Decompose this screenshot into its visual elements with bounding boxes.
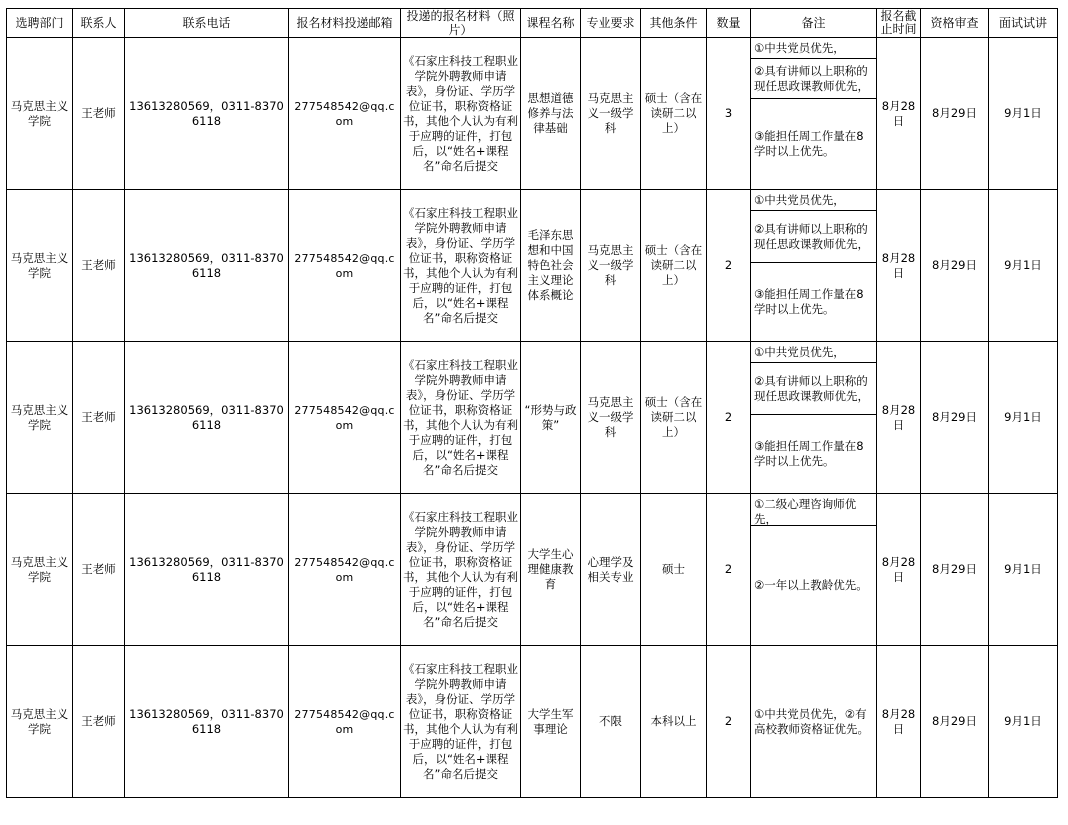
cell-notes [751, 646, 877, 798]
note-item: ①中共党员优先， [751, 190, 876, 211]
cell-interview: 9月1日 [989, 646, 1058, 798]
cell-dept: 马克思主义学院 [7, 494, 73, 646]
header-materials: 投递的报名材料（照片） [401, 9, 521, 38]
cell-course: 大学生军事理论 [521, 646, 581, 798]
cell-major: 马克思主义一级学科 [581, 342, 641, 494]
cell-other: 本科以上 [641, 646, 707, 798]
cell-review: 8月29日 [921, 494, 989, 646]
cell-major: 马克思主义一级学科 [581, 190, 641, 342]
cell-deadline: 8月28日 [877, 38, 921, 190]
note-item: ③能担任周工作量在8学时以上优先。 [754, 438, 864, 468]
header-contact: 联系人 [73, 9, 125, 38]
cell-deadline: 8月28日 [877, 646, 921, 798]
cell-count: 2 [707, 190, 751, 342]
cell-dept: 马克思主义学院 [7, 38, 73, 190]
table-row [7, 190, 1058, 342]
table-row [7, 342, 1058, 494]
cell-deadline: 8月28日 [877, 342, 921, 494]
cell-course: 毛泽东思想和中国特色社会主义理论体系概论 [521, 190, 581, 342]
note-item: ③能担任周工作量在8学时以上优先。 [754, 286, 864, 316]
header-email: 报名材料投递邮箱 [289, 9, 401, 38]
cell-count: 3 [707, 38, 751, 190]
cell-contact: 王老师 [73, 646, 125, 798]
cell-other: 硕士（含在读研二以上） [641, 342, 707, 494]
cell-notes [751, 190, 877, 342]
cell-review: 8月29日 [921, 38, 989, 190]
cell-materials: 《石家庄科技工程职业学院外聘教师申请表》，身份证、学历学位证书，职称资格证书，其他个人认为有利于应聘的证件，打包后，以“姓名+课程名”命名后提交 [401, 38, 521, 190]
cell-other: 硕士 [641, 494, 707, 646]
cell-interview: 9月1日 [989, 342, 1058, 494]
note-item: ②具有讲师以上职称的现任思政课教师优先， [751, 59, 876, 99]
cell-deadline: 8月28日 [877, 190, 921, 342]
header-other: 其他条件 [641, 9, 707, 38]
cell-phone: 13613280569，0311-83706118 [125, 38, 289, 190]
cell-contact: 王老师 [73, 38, 125, 190]
table-row [7, 494, 1058, 646]
cell-phone: 13613280569，0311-83706118 [125, 646, 289, 798]
cell-major: 不限 [581, 646, 641, 798]
header-notes: 备注 [751, 9, 877, 38]
header-dept: 选聘部门 [7, 9, 73, 38]
cell-major: 心理学及相关专业 [581, 494, 641, 646]
cell-contact: 王老师 [73, 342, 125, 494]
note-item: ①中共党员优先， [751, 38, 876, 59]
cell-course: “形势与政策” [521, 342, 581, 494]
header-review: 资格审查 [921, 9, 989, 38]
cell-interview: 9月1日 [989, 190, 1058, 342]
table-row [7, 646, 1058, 798]
cell-materials: 《石家庄科技工程职业学院外聘教师申请表》，身份证、学历学位证书，职称资格证书，其他个人认为有利于应聘的证件，打包后，以“姓名+课程名”命名后提交 [401, 342, 521, 494]
header-phone: 联系电话 [125, 9, 289, 38]
cell-dept: 马克思主义学院 [7, 190, 73, 342]
cell-course: 思想道德修养与法律基础 [521, 38, 581, 190]
cell-contact: 王老师 [73, 190, 125, 342]
cell-course: 大学生心理健康教育 [521, 494, 581, 646]
cell-phone: 13613280569，0311-83706118 [125, 190, 289, 342]
cell-dept: 马克思主义学院 [7, 646, 73, 798]
table-row [7, 38, 1058, 190]
cell-review: 8月29日 [921, 646, 989, 798]
cell-notes [751, 38, 877, 190]
header-major: 专业要求 [581, 9, 641, 38]
note-item: ①二级心理咨询师优先， [751, 494, 876, 526]
note-item: ①中共党员优先， [751, 342, 876, 363]
cell-major: 马克思主义一级学科 [581, 38, 641, 190]
cell-notes [751, 494, 877, 646]
note-item: ②一年以上教龄优先。 [754, 577, 868, 592]
cell-count: 2 [707, 342, 751, 494]
cell-phone: 13613280569，0311-83706118 [125, 342, 289, 494]
cell-materials: 《石家庄科技工程职业学院外聘教师申请表》，身份证、学历学位证书，职称资格证书，其他个人认为有利于应聘的证件，打包后，以“姓名+课程名”命名后提交 [401, 190, 521, 342]
cell-email: 277548542@qq.com [289, 494, 401, 646]
cell-email: 277548542@qq.com [289, 190, 401, 342]
cell-materials: 《石家庄科技工程职业学院外聘教师申请表》，身份证、学历学位证书，职称资格证书，其他个人认为有利于应聘的证件，打包后，以“姓名+课程名”命名后提交 [401, 646, 521, 798]
cell-contact: 王老师 [73, 494, 125, 646]
note-item: ③能担任周工作量在8学时以上优先。 [754, 128, 864, 158]
cell-review: 8月29日 [921, 190, 989, 342]
cell-notes [751, 342, 877, 494]
header-interview: 面试试讲 [989, 9, 1058, 38]
recruitment-table-wrapper [6, 8, 1058, 798]
cell-other: 硕士（含在读研二以上） [641, 190, 707, 342]
note-item: ②具有讲师以上职称的现任思政课教师优先， [751, 363, 876, 415]
header-count: 数量 [707, 9, 751, 38]
cell-other: 硕士（含在读研二以上） [641, 38, 707, 190]
cell-review: 8月29日 [921, 342, 989, 494]
cell-materials: 《石家庄科技工程职业学院外聘教师申请表》，身份证、学历学位证书，职称资格证书，其他个人认为有利于应聘的证件，打包后，以“姓名+课程名”命名后提交 [401, 494, 521, 646]
cell-email: 277548542@qq.com [289, 646, 401, 798]
header-row [7, 9, 1058, 38]
cell-deadline: 8月28日 [877, 494, 921, 646]
cell-count: 2 [707, 646, 751, 798]
cell-count: 2 [707, 494, 751, 646]
header-course: 课程名称 [521, 9, 581, 38]
cell-email: 277548542@qq.com [289, 38, 401, 190]
cell-interview: 9月1日 [989, 38, 1058, 190]
note-item: ②具有讲师以上职称的现任思政课教师优先， [751, 211, 876, 263]
cell-interview: 9月1日 [989, 494, 1058, 646]
header-deadline: 报名截止时间 [877, 9, 921, 38]
note-item: ①中共党员优先，②有高校教师资格证优先。 [754, 706, 869, 736]
cell-phone: 13613280569，0311-83706118 [125, 494, 289, 646]
cell-email: 277548542@qq.com [289, 342, 401, 494]
recruitment-table [6, 8, 1058, 798]
cell-dept: 马克思主义学院 [7, 342, 73, 494]
